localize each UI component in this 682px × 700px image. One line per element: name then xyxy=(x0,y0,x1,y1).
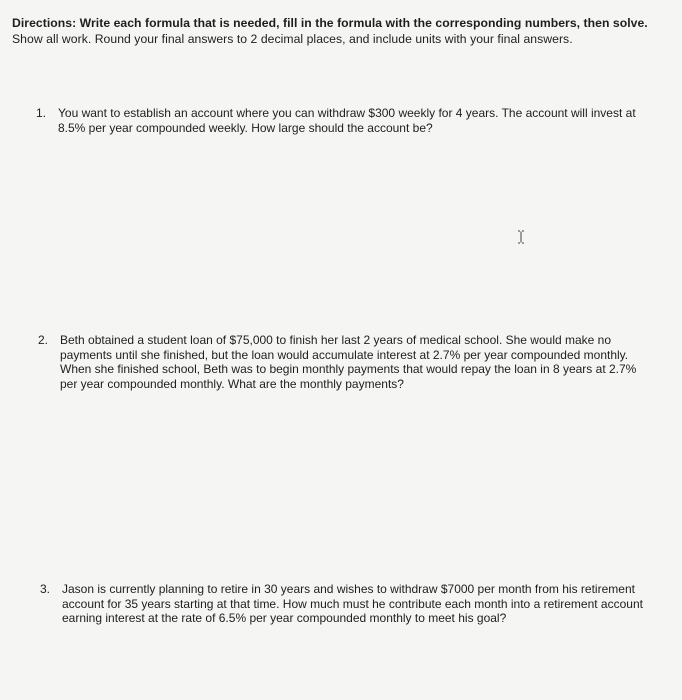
question-number: 1. xyxy=(36,106,47,120)
directions-plain: Show all work. Round your final answers to 2 decimal places, and include units with your final answers. xyxy=(12,32,573,46)
question-3 xyxy=(40,582,654,626)
question-number: 3. xyxy=(40,582,51,596)
question-text: You want to establish an account where you can withdraw $300 weekly for 4 years. The account will invest at 8.5% per year compounded weekly. How large should the account be? xyxy=(58,106,636,135)
question-2 xyxy=(38,333,650,391)
directions-bold: Directions: Write each formula that is needed, fill in the formula with the corresponding numbers, then solve. xyxy=(12,16,648,30)
directions xyxy=(12,15,662,47)
question-text: Beth obtained a student loan of $75,000 to finish her last 2 years of medical school. She would make no payments until she finished, but the loan would accumulate interest at 2.7% per year compounded monthly. When she finished school, Beth was to begin monthly payments that would repay the loan in 8 years at 2.7% per year compounded monthly. What are the monthly payments? xyxy=(60,333,637,391)
question-number: 2. xyxy=(38,333,49,347)
question-1 xyxy=(36,106,644,135)
question-text: Jason is currently planning to retire in 30 years and wishes to withdraw $7000 per month from his retirement account for 35 years starting at that time. How much must he contribute each month into a retirement account earning interest at the rate of 6.5% per year compounded monthly to meet his goal? xyxy=(62,582,643,625)
text-cursor-icon xyxy=(517,230,525,244)
